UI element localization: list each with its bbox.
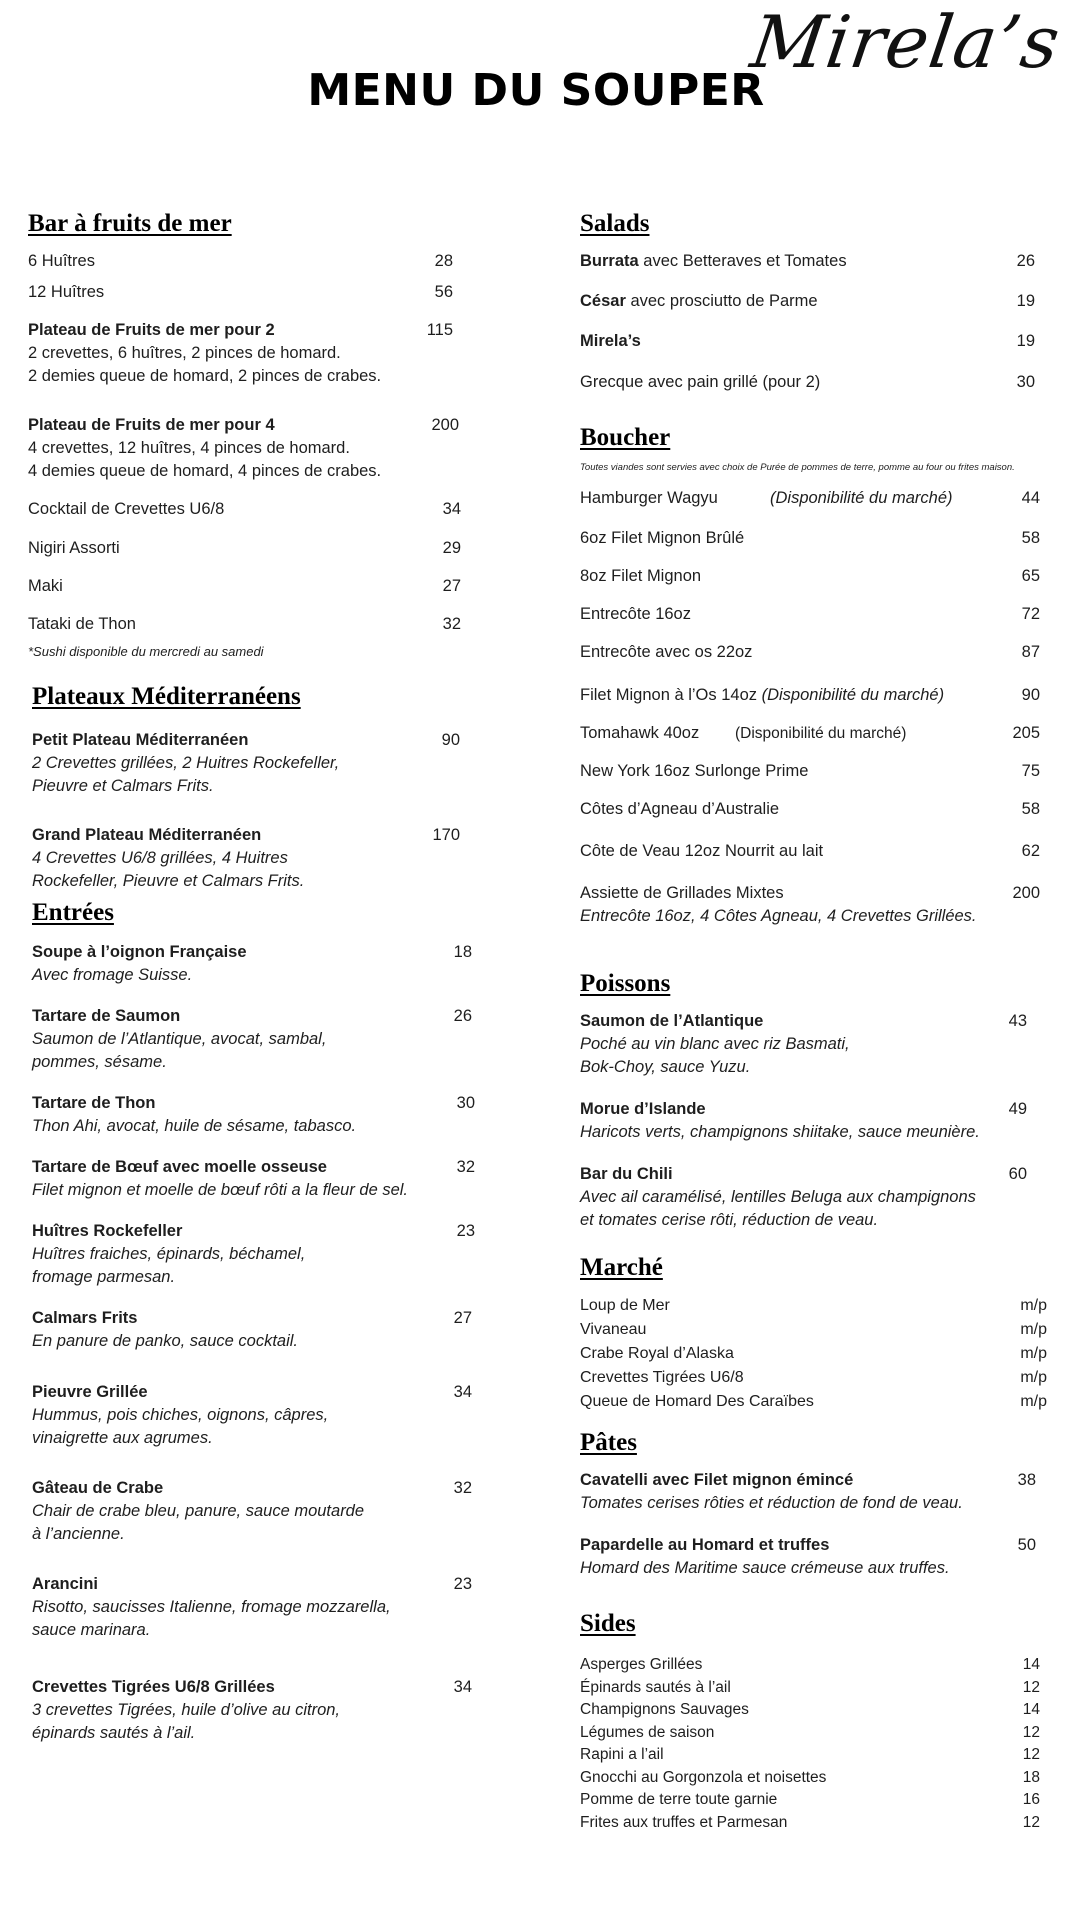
menu-item <box>28 498 461 521</box>
item-name: Filet Mignon à l’Os 14oz <box>580 686 757 704</box>
menu-item <box>32 1573 472 1642</box>
item-price: m/p <box>1020 1321 1047 1338</box>
item-name: Asperges Grillées <box>580 1656 703 1673</box>
menu-item <box>580 722 1040 745</box>
section-title-poissons: Poissons <box>580 970 671 997</box>
item-desc: Thon Ahi, avocat, huile de sésame, tabasco. <box>32 1117 357 1135</box>
item-desc: Homard des Maritime sauce crémeuse aux truffes. <box>580 1559 950 1577</box>
item-price: 19 <box>1016 332 1035 350</box>
item-desc: 2 demies queue de homard, 2 pinces de crabes. <box>28 367 382 385</box>
item-desc: 2 crevettes, 6 huîtres, 2 pinces de homard. <box>28 344 341 362</box>
menu-item <box>580 1294 1047 1317</box>
item-name: Plateau de Fruits de mer pour 4 <box>28 416 275 434</box>
item-desc: Huîtres fraiches, épinards, béchamel, <box>32 1245 306 1263</box>
menu-item <box>580 1767 1040 1790</box>
item-desc: Avec fromage Suisse. <box>32 966 193 984</box>
menu-item <box>580 1699 1040 1722</box>
menu-item <box>580 1469 1040 1515</box>
item-price: 90 <box>441 731 460 749</box>
item-name: Cavatelli avec Filet mignon émincé <box>580 1471 854 1489</box>
item-price: 12 <box>1022 1813 1040 1831</box>
right-column <box>580 210 1050 1834</box>
item-name: Crevettes Tigrées U6/8 Grillées <box>32 1678 275 1696</box>
item-price: 28 <box>434 252 453 270</box>
item-price: 27 <box>442 577 461 595</box>
item-price: 75 <box>1021 762 1040 780</box>
item-price: 12 <box>1022 1746 1040 1763</box>
item-price: 18 <box>1022 1768 1040 1786</box>
menu-item <box>580 1342 1047 1365</box>
availability-note: (Disponibilité du marché) <box>735 725 907 742</box>
item-name: Grand Plateau Méditerranéen <box>32 826 262 844</box>
item-price: 72 <box>1021 605 1040 623</box>
item-price: 29 <box>442 539 461 557</box>
item-desc: Entrecôte 16oz, 4 Côtes Agneau, 4 Crevettes Grillées. <box>580 907 977 925</box>
menu-item <box>580 798 1040 821</box>
item-name: Entrecôte avec os 22oz <box>580 643 753 661</box>
item-price: 62 <box>1021 842 1040 860</box>
item-desc: Hummus, pois chiches, oignons, câpres, <box>32 1406 329 1424</box>
item-price: 14 <box>1022 1656 1040 1673</box>
section-title-bar: Bar à fruits de mer <box>28 210 232 237</box>
item-name: avec prosciutto de Parme <box>625 292 818 310</box>
item-price: 34 <box>453 1383 472 1401</box>
menu-item <box>32 1381 472 1450</box>
item-name: Morue d’Islande <box>580 1100 706 1118</box>
item-name: Crevettes Tigrées U6/8 <box>580 1369 744 1386</box>
menu-item <box>580 250 1035 273</box>
item-name: Tartare de Bœuf avec moelle osseuse <box>32 1158 327 1176</box>
menu-item <box>32 1307 472 1353</box>
item-price: 14 <box>1022 1701 1040 1718</box>
menu-item <box>580 1654 1040 1677</box>
item-name: Crabe Royal d’Alaska <box>580 1345 734 1362</box>
item-price: 23 <box>456 1222 475 1240</box>
item-price: 60 <box>1008 1165 1027 1183</box>
item-price: 32 <box>453 1479 472 1497</box>
item-price: 30 <box>456 1094 475 1112</box>
item-price: 56 <box>434 283 453 301</box>
sushi-note: *Sushi disponible du mercredi au samedi <box>28 644 264 659</box>
menu-item <box>580 565 1040 588</box>
item-name: Hamburger Wagyu <box>580 489 718 507</box>
item-desc: 3 crevettes Tigrées, huile d’olive au citron, <box>32 1701 341 1719</box>
section-title-plateaux: Plateaux Méditerranéens <box>32 683 301 710</box>
item-desc: et tomates cerise rôti, réduction de veau. <box>580 1211 879 1229</box>
menu-item <box>580 840 1040 863</box>
item-price: m/p <box>1020 1369 1047 1386</box>
item-name: Arancini <box>32 1575 99 1593</box>
menu-item <box>28 575 461 598</box>
item-name: Plateau de Fruits de mer pour 2 <box>28 321 275 339</box>
item-price: 27 <box>453 1309 472 1327</box>
menu-item <box>580 1722 1040 1745</box>
item-price: 19 <box>1016 292 1035 310</box>
item-desc: sauce marinara. <box>32 1621 151 1639</box>
item-name: Rapini a l’ail <box>580 1746 664 1763</box>
item-desc: Filet mignon et moelle de bœuf rôti a la fleur de sel. <box>32 1181 409 1199</box>
item-desc: Tomates cerises rôties et réduction de fond de veau. <box>580 1494 963 1512</box>
menu-item <box>580 603 1040 626</box>
item-name: New York 16oz Surlonge Prime <box>580 762 809 780</box>
item-price: 34 <box>442 500 461 518</box>
menu-item <box>580 330 1035 353</box>
item-desc: 4 demies queue de homard, 4 pinces de crabes. <box>28 462 382 480</box>
menu-item <box>580 371 1035 394</box>
item-name: 6 Huîtres <box>28 252 95 270</box>
item-desc: Bok-Choy, sauce Yuzu. <box>580 1058 751 1076</box>
item-desc: Haricots verts, champignons shiitake, sauce meunière. <box>580 1123 980 1141</box>
item-name: Légumes de saison <box>580 1723 715 1741</box>
item-price: 49 <box>1008 1100 1027 1118</box>
menu-item <box>580 882 1040 928</box>
item-name: Gnocchi au Gorgonzola et noisettes <box>580 1768 827 1786</box>
item-name: Saumon de l’Atlantique <box>580 1012 764 1030</box>
menu-item <box>580 684 1040 707</box>
page-title: MENU DU SOUPER <box>307 65 765 116</box>
item-price: 26 <box>1016 252 1035 270</box>
item-name-bold: Burrata <box>580 252 639 270</box>
item-name: Tartare de Saumon <box>32 1007 181 1025</box>
item-price: 50 <box>1017 1536 1036 1554</box>
menu-item <box>32 1092 475 1138</box>
item-price: m/p <box>1020 1297 1047 1314</box>
item-name: Petit Plateau Méditerranéen <box>32 731 249 749</box>
item-desc: épinards sautés à l’ail. <box>32 1724 196 1742</box>
section-title-entrees: Entrées <box>32 899 114 926</box>
section-title-sides: Sides <box>580 1610 636 1637</box>
menu-item <box>580 1098 1035 1144</box>
item-name-bold: Mirela’s <box>580 332 641 350</box>
availability-note: (Disponibilité du marché) <box>761 686 945 704</box>
menu-item <box>32 941 472 987</box>
item-price: 205 <box>1012 724 1040 742</box>
menu-item <box>580 1366 1047 1389</box>
item-price: 90 <box>1021 686 1040 704</box>
item-price: 115 <box>426 321 453 339</box>
item-name: Loup de Mer <box>580 1297 670 1314</box>
menu-item <box>580 1744 1040 1767</box>
item-name: Tartare de Thon <box>32 1094 156 1112</box>
item-name: Bar du Chili <box>580 1165 673 1183</box>
menu-item <box>32 1156 475 1202</box>
availability-note: (Disponibilité du marché) <box>770 489 953 507</box>
item-price: 16 <box>1022 1791 1040 1808</box>
item-desc: 4 Crevettes U6/8 grillées, 4 Huitres <box>32 849 288 867</box>
menu-item <box>580 1534 1040 1580</box>
menu-item <box>32 1220 475 1289</box>
menu-item <box>32 1676 472 1745</box>
item-price: 58 <box>1021 800 1040 818</box>
item-desc: fromage parmesan. <box>32 1268 176 1286</box>
item-name: Nigiri Assorti <box>28 539 120 557</box>
item-desc: Rockefeller, Pieuvre et Calmars Frits. <box>32 872 305 890</box>
item-name: Gâteau de Crabe <box>32 1479 164 1497</box>
item-price: 200 <box>431 416 459 434</box>
menu-item <box>580 1390 1047 1413</box>
item-desc: Poché au vin blanc avec riz Basmati, <box>580 1035 850 1053</box>
menu-item <box>580 641 1040 664</box>
item-price: 34 <box>453 1678 472 1696</box>
menu-item <box>580 290 1035 313</box>
item-name: Papardelle au Homard et truffes <box>580 1536 830 1554</box>
item-name-bold: César <box>580 292 626 310</box>
item-name: Côte de Veau 12oz Nourrit au lait <box>580 842 824 860</box>
item-name: 8oz Filet Mignon <box>580 567 702 585</box>
item-price: m/p <box>1020 1393 1047 1410</box>
item-name: Huîtres Rockefeller <box>32 1222 183 1240</box>
menu-item <box>32 1005 472 1074</box>
item-price: m/p <box>1020 1345 1047 1362</box>
item-price: 38 <box>1017 1471 1036 1489</box>
item-name: 12 Huîtres <box>28 283 105 301</box>
menu-item <box>580 1163 1035 1232</box>
item-price: 44 <box>1021 489 1040 507</box>
item-price: 26 <box>453 1007 472 1025</box>
menu-item <box>28 281 453 304</box>
item-desc: pommes, sésame. <box>32 1053 167 1071</box>
item-price: 43 <box>1008 1012 1027 1030</box>
item-name: Queue de Homard Des Caraïbes <box>580 1393 814 1410</box>
menu-item <box>580 1318 1047 1341</box>
menu-item <box>32 729 460 798</box>
restaurant-logo: Mirela’s <box>746 0 1066 84</box>
item-name: Grecque avec pain grillé (pour 2) <box>580 373 821 391</box>
menu-item <box>28 250 453 273</box>
item-price: 32 <box>456 1158 475 1176</box>
item-name: Entrecôte 16oz <box>580 605 691 623</box>
item-desc: vinaigrette aux agrumes. <box>32 1429 213 1447</box>
menu-item <box>28 613 461 636</box>
item-name: Cocktail de Crevettes U6/8 <box>28 500 225 518</box>
item-desc: En panure de panko, sauce cocktail. <box>32 1332 299 1350</box>
menu-item <box>28 537 461 560</box>
item-name: Frites aux truffes et Parmesan <box>580 1813 788 1831</box>
item-desc: Avec ail caramélisé, lentilles Beluga aux champignons <box>580 1188 976 1206</box>
item-price: 170 <box>432 826 460 844</box>
item-price: 87 <box>1021 643 1040 661</box>
item-desc: Saumon de l’Atlantique, avocat, sambal, <box>32 1030 327 1048</box>
item-price: 12 <box>1022 1723 1040 1741</box>
item-price: 18 <box>453 943 472 961</box>
item-name: Épinards sautés à l’ail <box>580 1678 731 1696</box>
section-title-boucher: Boucher <box>580 424 671 451</box>
menu-item <box>28 414 459 483</box>
item-name: Vivaneau <box>580 1321 647 1338</box>
item-name: Tataki de Thon <box>28 615 136 633</box>
item-price: 12 <box>1022 1678 1040 1696</box>
menu-item <box>32 824 460 893</box>
item-name: Soupe à l’oignon Française <box>32 943 247 961</box>
menu-item <box>580 760 1040 783</box>
menu-item <box>32 1477 472 1546</box>
item-name: Côtes d’Agneau d’Australie <box>580 800 780 818</box>
section-title-salads: Salads <box>580 210 650 237</box>
menu-item <box>28 319 453 388</box>
section-title-marche: Marché <box>580 1254 663 1281</box>
item-price: 32 <box>442 615 461 633</box>
item-price: 65 <box>1021 567 1040 585</box>
item-name: Maki <box>28 577 63 595</box>
item-desc: à l’ancienne. <box>32 1525 125 1543</box>
item-desc: 2 Crevettes grillées, 2 Huitres Rockefeller, <box>32 754 340 772</box>
item-desc: Pieuvre et Calmars Frits. <box>32 777 214 795</box>
boucher-note: Toutes viandes sont servies avec choix de Purée de pommes de terre, pomme au four ou frites maison. <box>580 462 1015 473</box>
item-desc: Risotto, saucisses Italienne, fromage mozzarella, <box>32 1598 391 1616</box>
menu-item <box>580 1010 1035 1079</box>
item-name: Calmars Frits <box>32 1309 138 1327</box>
item-price: 23 <box>453 1575 472 1593</box>
menu-item <box>580 487 1040 510</box>
item-price: 58 <box>1021 529 1040 547</box>
item-name: avec Betteraves et Tomates <box>638 252 847 270</box>
menu-item <box>580 1812 1040 1835</box>
item-name: Pomme de terre toute garnie <box>580 1791 778 1808</box>
item-name: Tomahawk 40oz <box>580 724 700 742</box>
item-price: 200 <box>1012 884 1040 902</box>
item-price: 30 <box>1016 373 1035 391</box>
item-desc: 4 crevettes, 12 huîtres, 4 pinces de homard. <box>28 439 350 457</box>
item-name: 6oz Filet Mignon Brûlé <box>580 529 745 547</box>
section-title-pates: Pâtes <box>580 1429 637 1456</box>
menu-item <box>580 1789 1040 1812</box>
item-name: Champignons Sauvages <box>580 1701 749 1718</box>
item-name: Pieuvre Grillée <box>32 1383 148 1401</box>
left-column <box>28 210 475 1745</box>
item-desc: Chair de crabe bleu, panure, sauce moutarde <box>32 1502 365 1520</box>
menu-item <box>580 527 1040 550</box>
menu-item <box>580 1677 1040 1700</box>
item-name: Assiette de Grillades Mixtes <box>580 884 784 902</box>
